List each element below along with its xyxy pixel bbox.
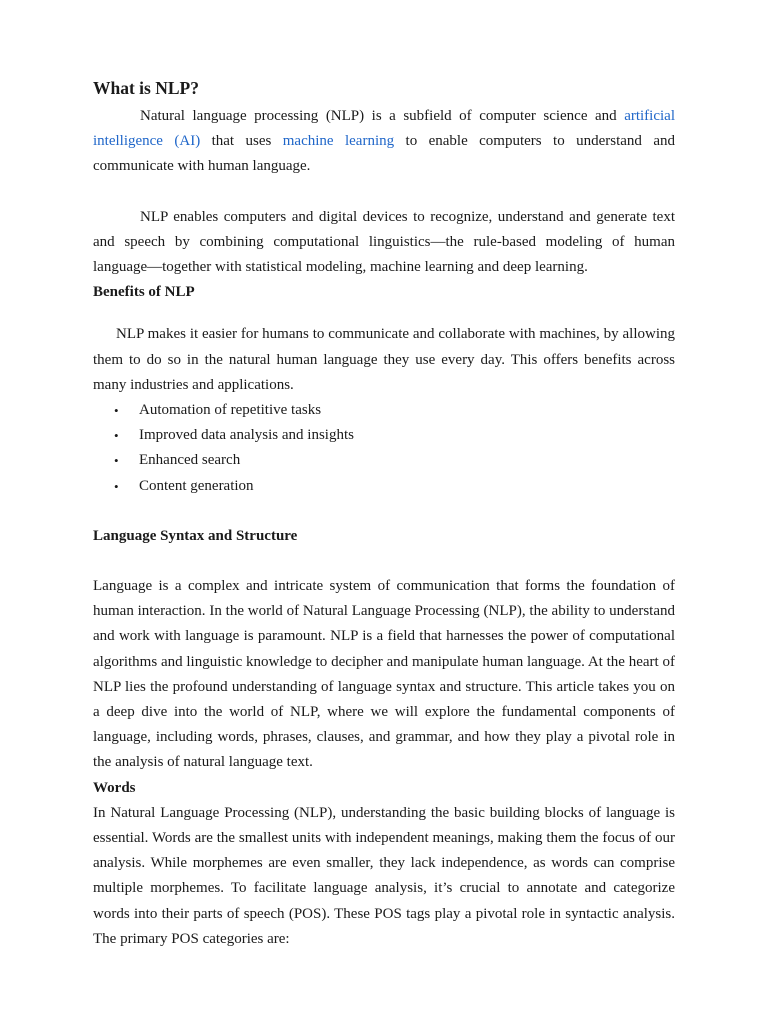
document-page bbox=[93, 74, 675, 952]
list-item-text: Automation of repetitive tasks bbox=[139, 402, 322, 419]
heading-words: Words bbox=[93, 779, 136, 796]
definition-text-middle: that uses bbox=[200, 133, 283, 150]
list-item bbox=[93, 474, 675, 499]
bullet-icon: • bbox=[114, 453, 119, 469]
paragraph-nlp-capabilities: NLP enables computers and digital devices to recognize, understand and generate text and speech by combining computational linguistics—the rule-based modeling of human language—together with statistical modeling, machine learning and deep learning. bbox=[93, 208, 675, 276]
bullet-icon: • bbox=[114, 478, 119, 494]
list-item-text: Improved data analysis and insights bbox=[139, 427, 354, 444]
heading-language-syntax: Language Syntax and Structure bbox=[93, 527, 298, 544]
definition-text-end: to enable computers to understand and communicate with human language. bbox=[93, 133, 675, 175]
spacer bbox=[93, 305, 675, 322]
list-item-text: Content generation bbox=[139, 477, 254, 494]
spacer bbox=[93, 549, 675, 574]
paragraph-benefits: NLP makes it easier for humans to communicate and collaborate with machines, by allowing them to do so in the natural human language they use every day. This offers benefits across many industries and applications. bbox=[93, 326, 675, 393]
link-artificial-intelligence[interactable]: artificial intelligence (AI) bbox=[93, 108, 675, 150]
bullet-icon: • bbox=[114, 403, 119, 419]
link-machine-learning[interactable]: machine learning bbox=[282, 133, 395, 150]
list-item bbox=[93, 423, 675, 448]
list-item-text: Enhanced search bbox=[139, 452, 241, 469]
spacer bbox=[93, 499, 675, 524]
bullet-icon: • bbox=[114, 428, 119, 444]
paragraph-language-syntax: Language is a complex and intricate system of communication that forms the foundation of human interaction. In the world of Natural Language Processing (NLP), the ability to understand and work with language is paramount. NLP is a field that harnesses the power of computational algorithms and linguistic knowledge to decipher and manipulate human language. At the heart of NLP lies the profound understanding of language syntax and structure. This article takes you on a deep dive into the world of NLP, where we will explore the fundamental components of language, including words, phrases, clauses, and grammar, and how they play a pivotal role in the analysis of natural language text. bbox=[93, 578, 675, 771]
heading-benefits-of-nlp: Benefits of NLP bbox=[93, 284, 195, 301]
list-item bbox=[93, 448, 675, 473]
spacer bbox=[93, 180, 675, 205]
benefits-list bbox=[93, 398, 675, 499]
paragraph-nlp-definition bbox=[93, 104, 675, 180]
paragraph-words: In Natural Language Processing (NLP), understanding the basic building blocks of language is essential. Words are the smallest units with independent meanings, making them the focus of our analysis. While morphemes are even smaller, they lack independence, as words can comprise multiple morphemes. To facilitate language analysis, it’s crucial to annotate and categorize words into their parts of speech (POS). These POS tags play a pivotal role in syntactic analysis. The primary POS categories are: bbox=[93, 804, 675, 947]
definition-text-start: Natural language processing (NLP) is a subfield of computer science and bbox=[140, 108, 625, 124]
heading-what-is-nlp: What is NLP? bbox=[93, 78, 199, 98]
list-item bbox=[93, 398, 675, 423]
